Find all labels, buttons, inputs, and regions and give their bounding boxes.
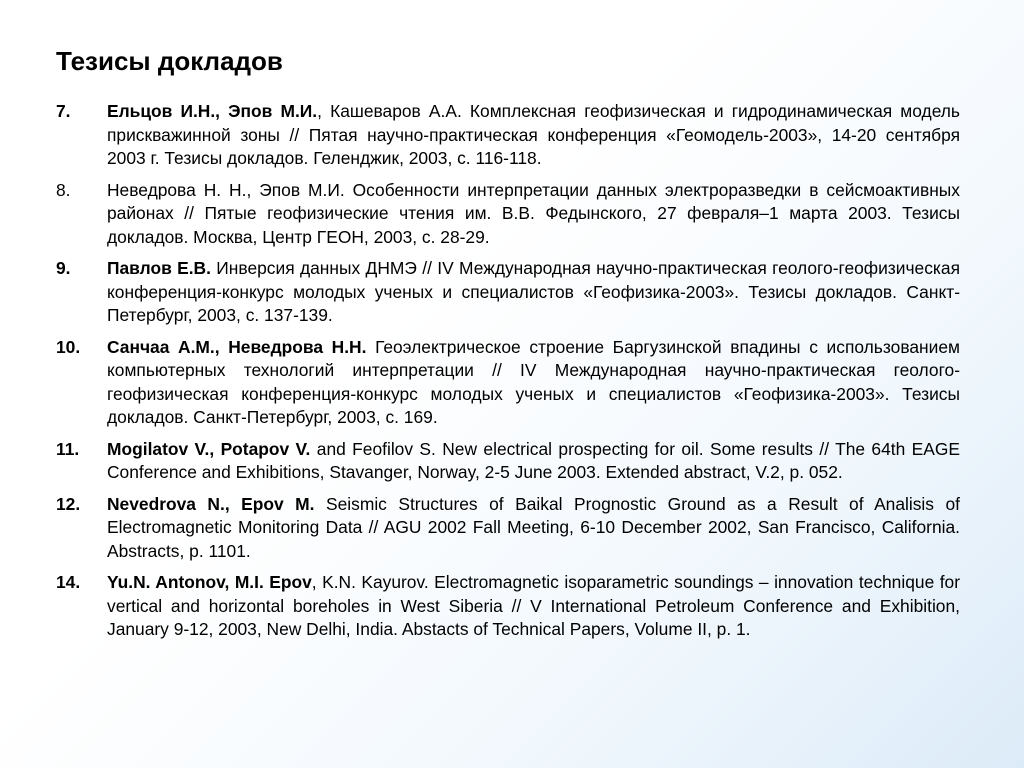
reference-item [56,438,960,485]
reference-authors: Ельцов И.Н., Эпов М.И. [107,101,318,121]
reference-number: 9. [56,258,71,278]
reference-body [107,493,960,564]
reference-body [107,179,960,250]
reference-text: Инверсия данных ДНМЭ // IV Международная научно-практическая геолого-геофизическая конференция-конкурс молодых ученых и специалистов «Геофизика-2003». Тезисы докладов. Санкт-Петербург, 2003, с. 137-139. [107,258,961,325]
reference-text: and Feofilov S. New electrical prospecting for oil. Some results // The 64th EAGE Conference and Exhibitions, Stavanger, Norway, 2-5 June 2003. Extended abstract, V.2, p. 052. [107,438,960,482]
reference-number: 7. [56,101,71,121]
reference-text: Геоэлектрическое строение Баргузинской впадины с использованием компьютерных технологий интерпретации // IV Международная научно-практическая геолого-геофизическая конференция-конкурс молодых ученых и специалистов «Геофизика-2003». Тезисы докладов. Санкт-Петербург, 2003, с. 169. [107,336,960,427]
reference-item [56,571,960,642]
reference-authors: Yu.N. Antonov, M.I. Epov [107,572,312,592]
reference-authors: Nevedrova N., Epov M. [107,493,315,514]
reference-number: 10. [56,336,81,357]
reference-text: Seismic Structures of Baikal Prognostic Ground as a Result of Analisis of Electromagnetic Monitoring Data // AGU 2002 Fall Meeting, 6-10 December 2002, San Francisco, California. Abstracts, p. 1101. [107,493,960,561]
reference-item [56,179,960,250]
reference-body [107,100,960,171]
reference-item [56,493,960,564]
reference-body [107,438,960,485]
reference-item [56,100,960,171]
reference-item [56,257,960,328]
slide-title: Тезисы докладов [56,46,283,76]
reference-text: Кашеваров А.А. Комплексная геофизическая и гидродинамическая модель прискважинной зоны // Пятая научно-практическая конференция «Геомодель-2003», 14-20 сентября 2003 г. Тезисы докладов. Геленджик, 2003, с. 116-118. [107,101,960,168]
reference-authors: Павлов Е.В. [107,258,211,278]
reference-body [107,336,960,430]
reference-number: 8. [56,179,71,200]
reference-body [107,571,960,642]
reference-text: , K.N. Kayurov. Electromagnetic isoparametric soundings – innovation technique for vertical and horizontal boreholes in West Siberia // V International Petroleum Conference and Exhibition, January 9-12, 2003, New Delhi, India. Abstacts of Technical Papers, Volume II, p. 1. [107,572,960,639]
reference-body [107,257,960,328]
reference-number: 12. [56,493,81,514]
reference-text: Неведрова Н. Н., Эпов М.И. Особенности интерпретации данных электроразведки в сейсмоактивных районах // Пятые геофизические чтения им. В.В. Федынского, 27 февраля–1 марта 2003. Тезисы докладов. Москва, Центр ГЕОН, 2003, с. 28-29. [107,179,960,247]
reference-item [56,336,960,430]
reference-list [56,100,960,650]
reference-authors: Mogilatov V., Potapov V. [107,438,311,459]
reference-authors: Санчаа А.М., Неведрова Н.Н. [107,336,367,357]
reference-number: 11. [56,438,80,459]
reference-separator: , [317,101,322,121]
reference-number: 14. [56,572,81,592]
